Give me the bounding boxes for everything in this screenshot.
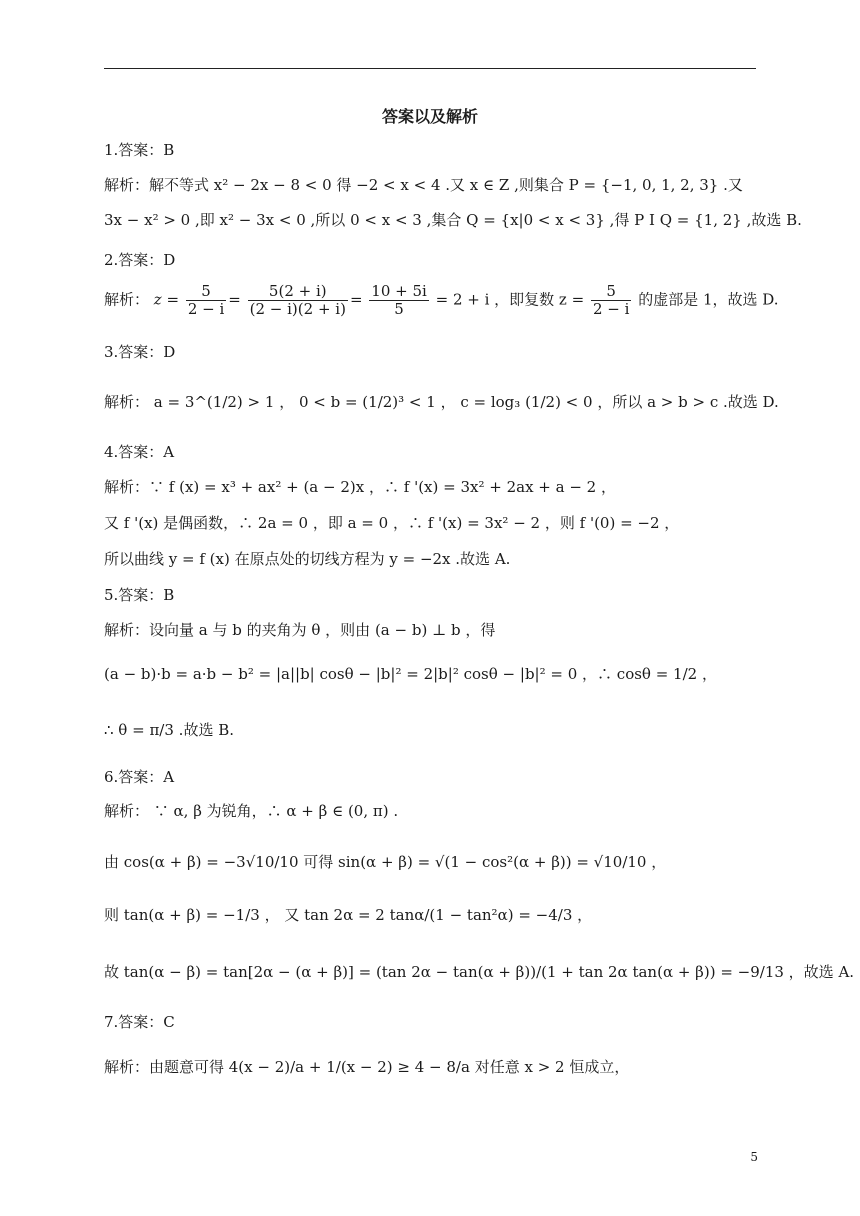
- q2-prefix: 解析：: [104, 290, 150, 309]
- q1-line2: 3x − x² > 0 ,即 x² − 3x < 0 ,所以 0 < x < 3 ,集合 Q = {x|0 < x < 3} ,得 P I Q = {1, 2} ,故选 B.: [104, 211, 802, 229]
- q2-frac1: $\frac{5}{2 - i}$: [187, 282, 225, 318]
- q6-line1: 解析： ∵ α, β 为锐角，∴ α + β ∈ (0, π) .: [104, 802, 399, 820]
- q6-line3: 则 tan(α + β) = −1/3 ， 又 tan 2α = 2 tanα/(1 − tan²α) = −4/3 ，: [104, 906, 593, 924]
- q1-line1: 解析：解不等式 x² − 2x − 8 < 0 得 −2 < x < 4 .又 x ∈ Z ,则集合 P = {−1, 0, 1, 2, 3} .又: [104, 176, 743, 194]
- q3-answer: 3.答案：D: [104, 343, 176, 361]
- q3-line1: 解析： a = 3^(1/2) > 1 ， 0 < b = (1/2)³ < 1 ， c = log₃ (1/2) < 0 ，所以 a > b > c .故选 D.: [104, 393, 779, 411]
- q4-line1: 解析：∵ f (x) = x³ + ax² + (a − 2)x ，∴ f '(x) = 3x² + 2ax + a − 2 ，: [104, 478, 616, 496]
- q2-frac2: $\frac{5(2 + i)}{(2 - i)(2 + i)}$: [249, 282, 346, 318]
- q2-tail: 的虚部是 1，故选 D.: [638, 290, 779, 309]
- q2-line1: 解析： z = $\frac{5}{2 - i}$ = $\frac{5(2 + i)}{(2 - i)(2 + i)}$ = $\frac{10 + 5i}{5}$ = 2 + i ，即复数 z = $\frac{5}{2 - i}$ 的虚部是 1，故选 D.: [104, 282, 779, 318]
- q6-line4: 故 tan(α − β) = tan[2α − (α + β)] = (tan 2α − tan(α + β))/(1 + tan 2α tan(α + β)) = −9/13 ，故选 A.: [104, 963, 855, 981]
- q5-line1: 解析：设向量 a 与 b 的夹角为 θ ，则由 (a − b) ⊥ b ，得: [104, 621, 496, 639]
- q1-answer: 1.答案：B: [104, 141, 175, 159]
- q2-z: z =: [153, 290, 180, 309]
- q5-answer: 5.答案：B: [104, 586, 175, 604]
- q6-line2: 由 cos(α + β) = −3√10/10 可得 sin(α + β) = √(1 − cos²(α + β)) = √10/10 ，: [104, 853, 667, 871]
- q4-line2: 又 f '(x) 是偶函数，∴ 2a = 0 ，即 a = 0 ，∴ f '(x) = 3x² − 2 ，则 f '(0) = −2 ，: [104, 514, 680, 532]
- q4-line3: 所以曲线 y = f (x) 在原点处的切线方程为 y = −2x .故选 A.: [104, 550, 511, 568]
- q5-line3: ∴ θ = π/3 .故选 B.: [104, 721, 234, 739]
- q5-line2: (a − b)·b = a·b − b² = |a||b| cosθ − |b|² = 2|b|² cosθ − |b|² = 0 ，∴ cosθ = 1/2 ，: [104, 665, 717, 683]
- q2-frac4: $\frac{5}{2 - i}$: [592, 282, 630, 318]
- q2-frac3: $\frac{10 + 5i}{5}$: [371, 282, 427, 318]
- header-rule: [104, 68, 756, 69]
- q7-answer: 7.答案：C: [104, 1013, 175, 1031]
- page-number: 5: [750, 1150, 758, 1164]
- q7-line1: 解析：由题意可得 4(x − 2)/a + 1/(x − 2) ≥ 4 − 8/a 对任意 x > 2 恒成立，: [104, 1058, 630, 1076]
- q4-answer: 4.答案：A: [104, 443, 175, 461]
- q2-answer: 2.答案：D: [104, 251, 176, 269]
- page-title: 答案以及解析: [381, 107, 478, 126]
- q2-mid: = 2 + i ，即复数 z =: [435, 290, 585, 309]
- q6-answer: 6.答案：A: [104, 768, 175, 786]
